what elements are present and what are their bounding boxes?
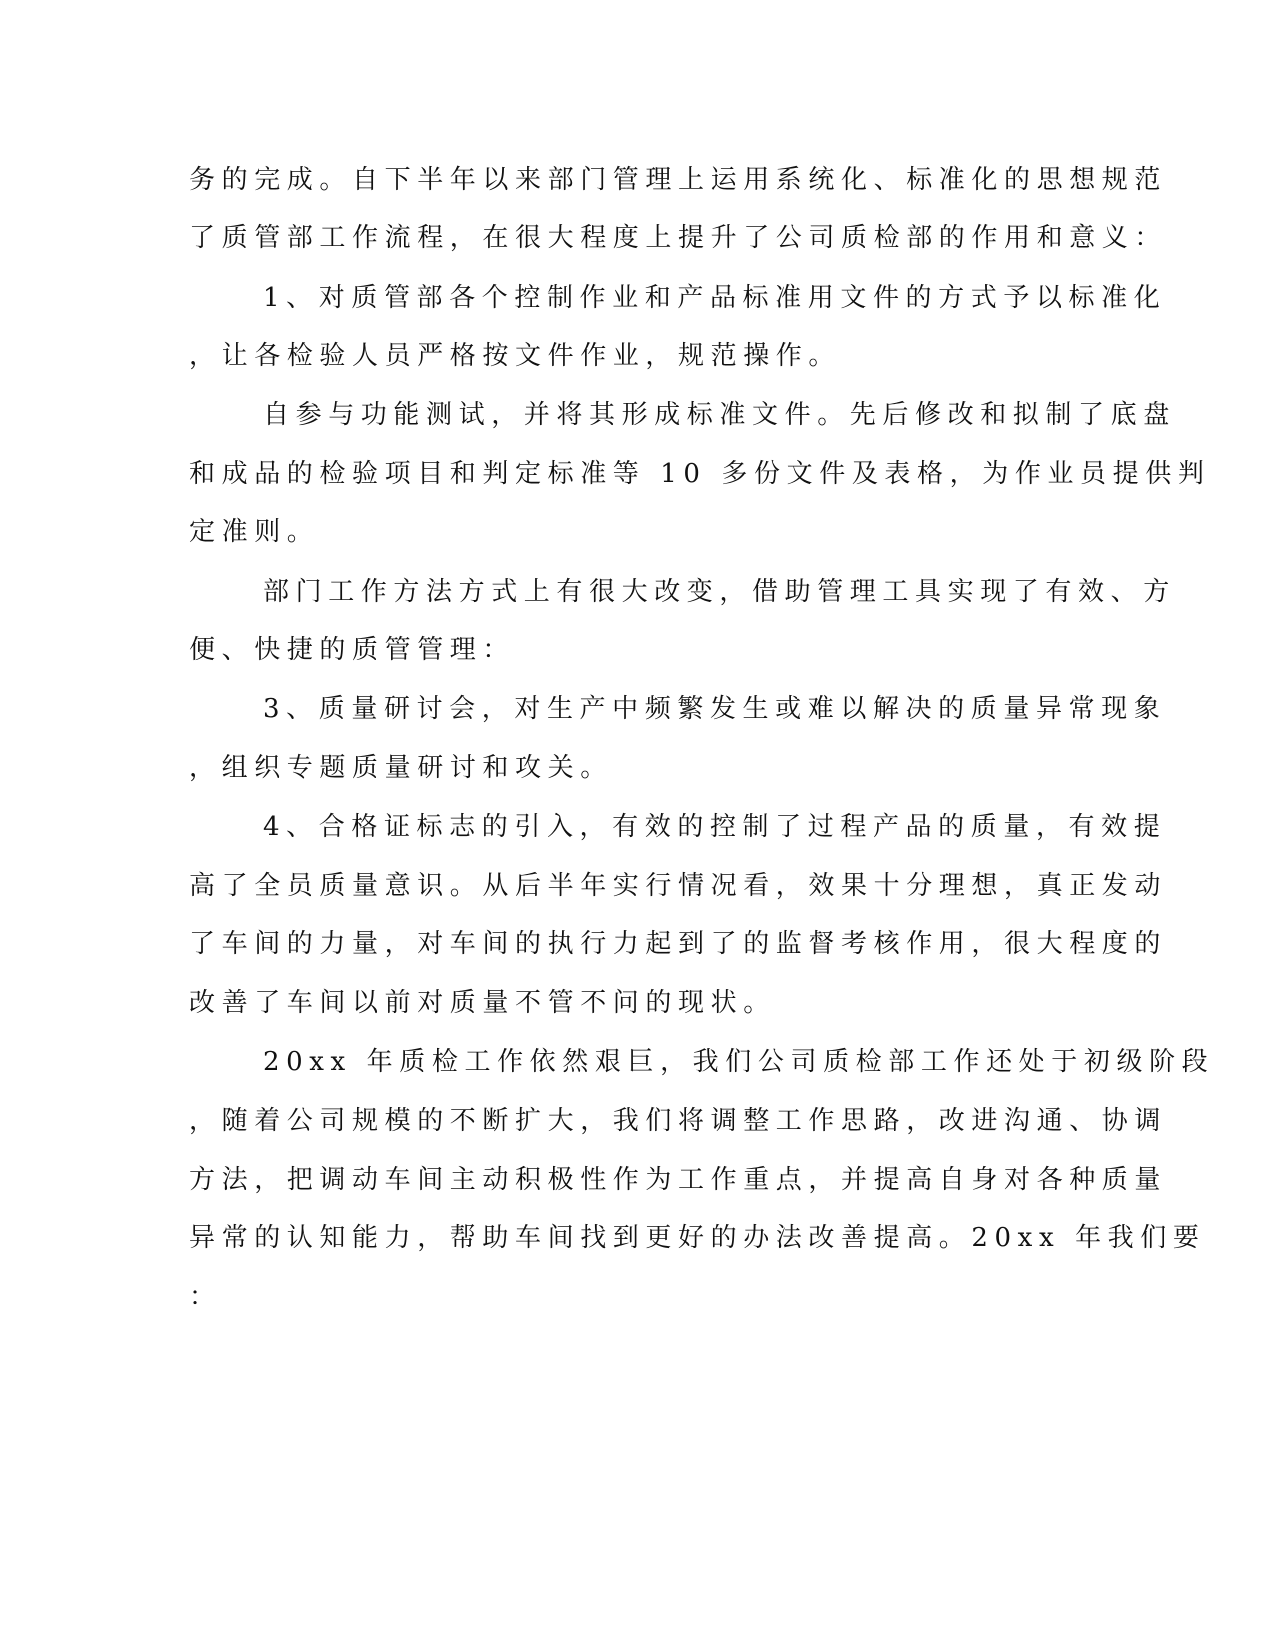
text-line: 方法，把调动车间主动积极性作为工作重点，并提高自身对各种质量 <box>189 1165 1168 1195</box>
text-line: 3、质量研讨会，对生产中频繁发生或难以解决的质量异常现象 <box>263 694 1167 724</box>
text-line: ，组织专题质量研讨和攻关。 <box>189 753 613 783</box>
text-line: 便、快捷的质管管理： <box>189 635 516 665</box>
text-line: 了质管部工作流程，在很大程度上提升了公司质检部的作用和意义： <box>189 223 1168 253</box>
text-line: 部门工作方法方式上有很大改变，借助管理工具实现了有效、方 <box>263 577 1176 607</box>
text-line: 异常的认知能力，帮助车间找到更好的办法改善提高。20xx 年我们要 <box>189 1223 1206 1253</box>
text-line: 改善了车间以前对质量不管不问的现状。 <box>189 988 776 1018</box>
text-line: 4、合格证标志的引入，有效的控制了过程产品的质量，有效提 <box>263 812 1167 842</box>
text-line: 务的完成。自下半年以来部门管理上运用系统化、标准化的思想规范 <box>189 165 1168 195</box>
text-line: 定准则。 <box>189 517 320 547</box>
text-line: ，让各检验人员严格按文件作业，规范操作。 <box>189 341 842 371</box>
text-line: 自参与功能测试，并将其形成标准文件。先后修改和拟制了底盘 <box>263 400 1176 430</box>
text-line: 20xx 年质检工作依然艰巨，我们公司质检部工作还处于初级阶段 <box>263 1047 1215 1077</box>
text-line: 和成品的检验项目和判定标准等 10 多份文件及表格，为作业员提供判 <box>189 459 1211 489</box>
text-line: 高了全员质量意识。从后半年实行情况看，效果十分理想，真正发动 <box>189 871 1168 901</box>
text-line: ： <box>189 1282 222 1312</box>
text-line: 了车间的力量，对车间的执行力起到了的监督考核作用，很大程度的 <box>189 929 1168 959</box>
text-line: 1、对质管部各个控制作业和产品标准用文件的方式予以标准化 <box>263 283 1167 313</box>
text-line: ，随着公司规模的不断扩大，我们将调整工作思路，改进沟通、协调 <box>189 1106 1168 1136</box>
